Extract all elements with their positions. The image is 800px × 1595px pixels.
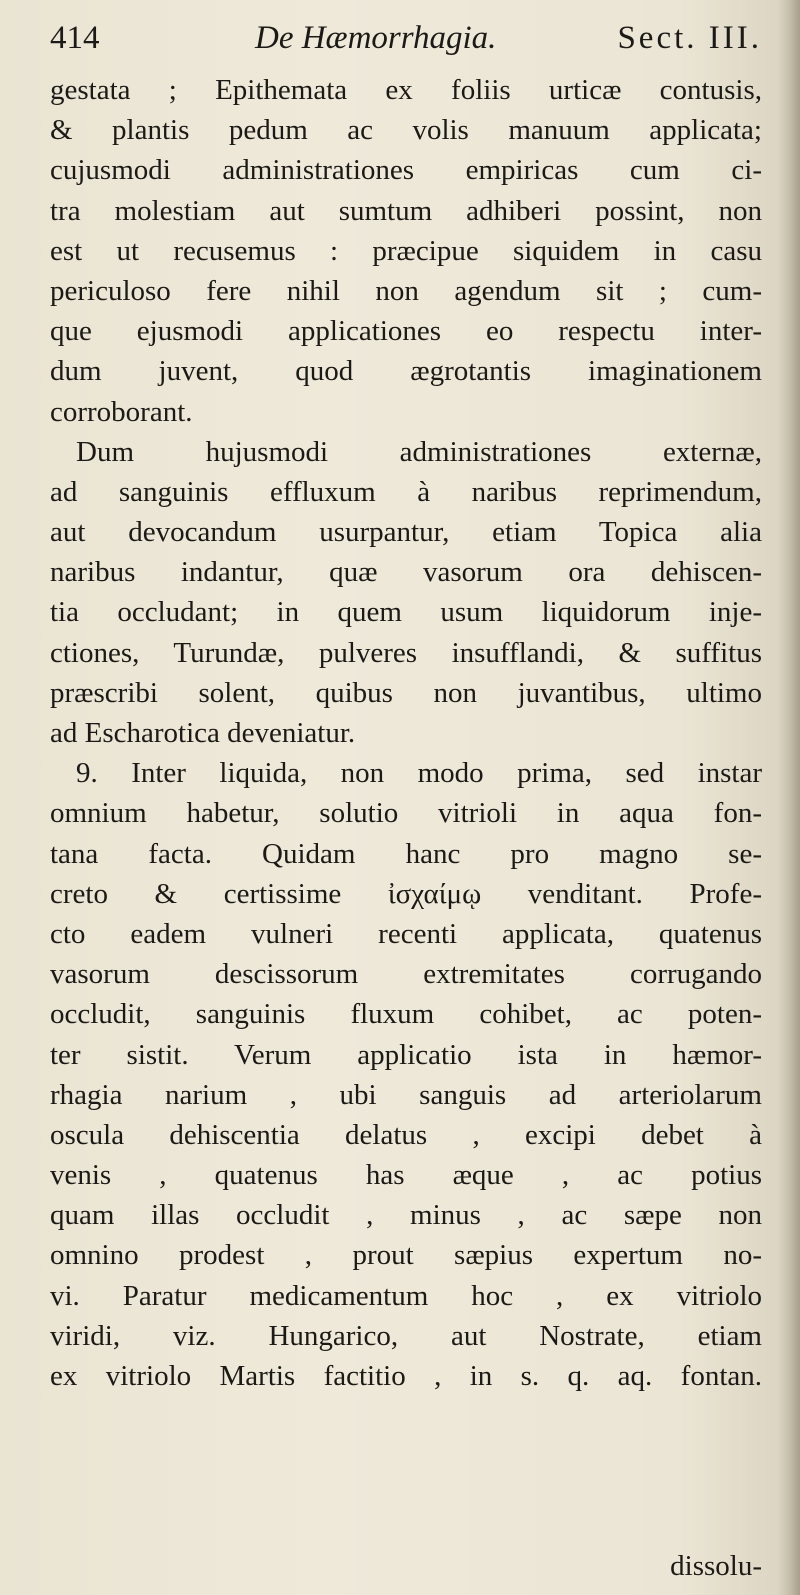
text-line: que ejusmodi applicationes eo respectu inter-: [50, 315, 762, 348]
text-line: gestata ; Epithemata ex foliis urticæ contusis,: [50, 74, 762, 106]
text-line: venis , quatenus has æque , ac potius: [50, 1159, 762, 1192]
text-line: omnino prodest , prout sæpius expertum no-: [50, 1239, 762, 1272]
text-line: creto & certissime ἰσχαίμῳ venditant. Profe-: [50, 877, 762, 910]
text-line: quam illas occludit , minus , ac sæpe non: [50, 1199, 762, 1232]
text-line: cujusmodi administrationes empiricas cum ci-: [50, 154, 762, 187]
text-line: corroborant.: [50, 395, 193, 428]
text-line: naribus indantur, quæ vasorum ora dehiscen-: [50, 556, 762, 589]
text-line: ter sistit. Verum applicatio ista in hæmor-: [50, 1038, 762, 1071]
text-line: omnium habetur, solutio vitrioli in aqua fon-: [50, 797, 762, 830]
text-line: præscribi solent, quibus non juvantibus, ultimo: [50, 676, 762, 709]
text-line: cto eadem vulneri recenti applicata, quatenus: [50, 917, 762, 950]
page-number: 414: [50, 20, 100, 56]
text-line: est ut recusemus : præcipue siquidem in casu: [50, 234, 762, 267]
text-line: ad sanguinis effluxum à naribus reprimendum,: [50, 475, 762, 508]
catchword: dissolu-: [670, 1550, 762, 1582]
body-text: [50, 70, 762, 1396]
text-line: occludit, sanguinis fluxum cohibet, ac poten-: [50, 998, 762, 1031]
running-header: [50, 20, 762, 70]
running-title: De Hæmorrhagia.: [255, 20, 497, 56]
text-line: viridi, viz. Hungarico, aut Nostrate, etiam: [50, 1319, 762, 1352]
text-line: 9. Inter liquida, non modo prima, sed instar: [76, 757, 762, 790]
text-line: ex vitriolo Martis factitio , in s. q. aq. fontan.: [50, 1360, 762, 1392]
text-line: Dum hujusmodi administrationes externæ,: [76, 435, 762, 468]
text-line: periculoso fere nihil non agendum sit ; cum-: [50, 274, 762, 307]
text-line: tra molestiam aut sumtum adhiberi possint, non: [50, 194, 762, 227]
text-line: ctiones, Turundæ, pulveres insufflandi, & suffitus: [50, 636, 762, 669]
text-line: & plantis pedum ac volis manuum applicata;: [50, 114, 762, 147]
text-line: dum juvent, quod ægrotantis imaginationem: [50, 355, 762, 388]
text-line: tana facta. Quidam hanc pro magno se-: [50, 837, 762, 870]
section-label: Sect. III.: [617, 20, 762, 56]
text-line: ad Escharotica deveniatur.: [50, 717, 356, 749]
text-line: aut devocandum usurpantur, etiam Topica alia: [50, 516, 762, 549]
text-line: vi. Paratur medicamentum hoc , ex vitriolo: [50, 1279, 762, 1312]
text-line: vasorum descissorum extremitates corrugando: [50, 958, 762, 991]
text-line: oscula dehiscentia delatus , excipi debet à: [50, 1118, 762, 1151]
text-line: tia occludant; in quem usum liquidorum inje-: [50, 596, 762, 629]
page-edge-shadow: [778, 0, 800, 1595]
text-line: rhagia narium , ubi sanguis ad arteriolarum: [50, 1078, 762, 1111]
